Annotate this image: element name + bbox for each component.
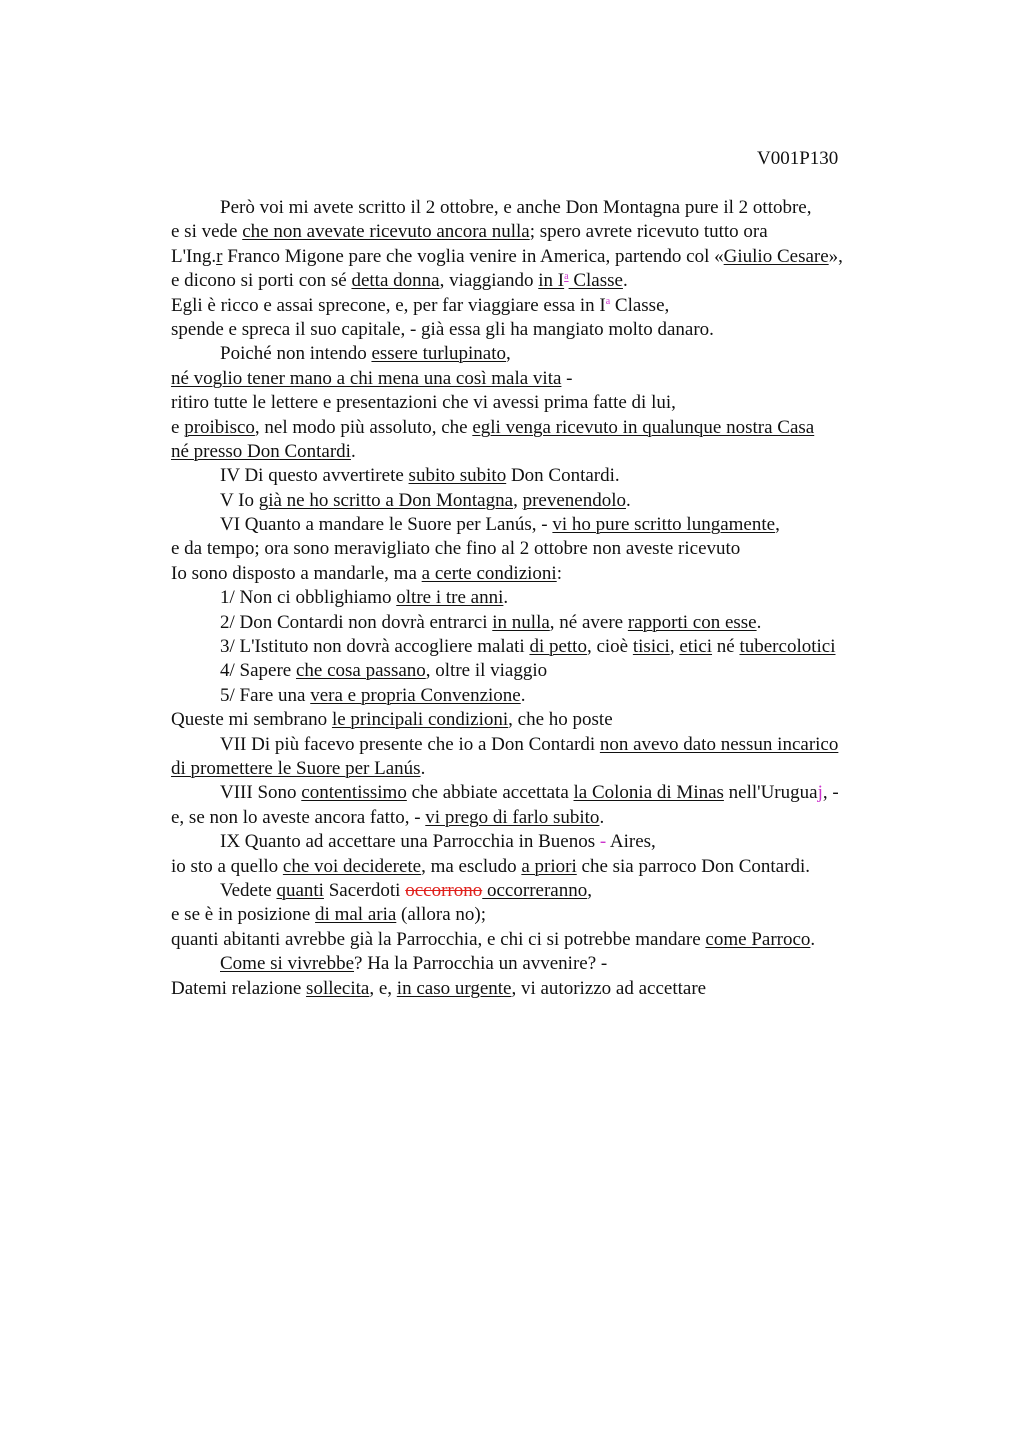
text-segment: ; spero avrete ricevuto tutto ora <box>529 221 768 243</box>
text-segment: L'Ing. <box>171 245 217 267</box>
text-segment: , e, <box>369 977 397 999</box>
underlined-text: etici <box>679 636 713 658</box>
text-line <box>171 977 971 1001</box>
text-segment: Sacerdoti <box>323 879 406 901</box>
text-segment: che abbiate accettata <box>406 782 574 804</box>
text-segment: V Io <box>220 489 259 511</box>
underlined-text: egli venga ricevuto in qualunque nostra Casa <box>472 416 815 438</box>
text-segment: , cioè <box>586 636 633 658</box>
inserted-text: - <box>599 831 607 853</box>
underlined-text: la Colonia di Minas <box>573 782 724 804</box>
text-segment: , vi autorizzo ad accettare <box>511 977 707 999</box>
text-line <box>171 928 971 952</box>
text-line <box>171 464 971 488</box>
underlined-text: rapporti con esse <box>627 611 757 633</box>
text-segment: . <box>810 928 816 950</box>
underlined-text: né presso Don Contardi <box>171 440 351 462</box>
underlined-text: come Parroco <box>705 928 811 950</box>
text-segment: e, se non lo aveste ancora fatto, - <box>171 806 426 828</box>
text-segment: ritiro tutte le lettere e presentazioni che vi avessi prima fatte di lui, <box>171 392 676 414</box>
text-segment: . <box>756 611 762 633</box>
text-segment: 3/ L'Istituto non dovrà accogliere malati <box>220 636 530 658</box>
text-segment: Classe, <box>610 294 670 316</box>
text-segment: , <box>587 879 592 901</box>
text-segment: e dicono si porti con sé <box>171 270 352 292</box>
text-segment: (allora no); <box>396 904 486 926</box>
text-segment: ? Ha la Parrocchia un avvenire? - <box>354 953 608 975</box>
text-line <box>171 342 971 366</box>
text-line <box>171 855 971 879</box>
text-line <box>171 245 971 269</box>
text-segment: che sia parroco Don Contardi. <box>576 855 810 877</box>
text-segment: . <box>503 587 509 609</box>
text-line <box>171 806 971 830</box>
text-segment: né <box>712 636 740 658</box>
text-line <box>171 903 971 927</box>
text-segment: , <box>513 489 523 511</box>
text-line <box>171 391 971 415</box>
text-line <box>171 781 971 805</box>
underlined-text: già ne ho scritto a Don Montagna <box>258 489 514 511</box>
text-line <box>171 684 971 708</box>
deleted-text: occorrono <box>405 879 483 901</box>
text-segment: , che ho poste <box>508 709 613 731</box>
text-segment: , nel modo più assoluto, che <box>254 416 473 438</box>
underlined-text: le principali condizioni <box>331 709 509 731</box>
text-line <box>171 708 971 732</box>
text-segment: VI Quanto a mandare le Suore per Lanús, - <box>220 514 553 536</box>
underlined-text: Giulio Cesare <box>723 245 829 267</box>
text-segment: 4/ Sapere <box>220 660 296 682</box>
text-segment: . <box>625 489 631 511</box>
text-segment: . <box>350 440 356 462</box>
underlined-text: vera e propria Convenzione <box>310 684 521 706</box>
underlined-text: Come si vivrebbe <box>220 953 355 975</box>
inserted-text: a <box>605 295 611 307</box>
text-segment: , ma escludo <box>421 855 522 877</box>
underlined-text: vi prego di farlo subito <box>425 806 600 828</box>
text-segment: . <box>520 684 526 706</box>
underlined-text: in caso urgente <box>396 977 512 999</box>
underlined-text: a certe condizioni <box>421 562 557 584</box>
text-segment: quanti abitanti avrebbe già la Parrocchia, e chi ci si potrebbe mandare <box>171 928 706 950</box>
underlined-text: in nulla <box>492 611 550 633</box>
text-line <box>171 489 971 513</box>
text-segment: IX Quanto ad accettare una Parrocchia in Buenos <box>220 831 600 853</box>
text-line <box>171 757 971 781</box>
text-segment: Io sono disposto a mandarle, ma <box>171 562 422 584</box>
underlined-text: occorreranno <box>482 879 588 901</box>
inserted-text: a <box>564 271 569 283</box>
text-line <box>171 537 971 561</box>
text-segment: e se è in posizione <box>171 904 316 926</box>
underlined-text: di mal aria <box>315 904 397 926</box>
text-segment: , oltre il viaggio <box>425 660 548 682</box>
text-segment: Queste mi sembrano <box>171 709 332 731</box>
text-line <box>171 635 971 659</box>
text-segment: Vedete <box>220 879 277 901</box>
underlined-text: essere turlupinato <box>371 343 506 365</box>
text-segment: , viaggiando <box>439 270 539 292</box>
text-segment: . <box>599 806 605 828</box>
underlined-text: né voglio tener mano a chi mena una così mala vita <box>171 367 562 389</box>
text-segment: IV Di questo avvertirete <box>220 465 409 487</box>
text-segment: Don Contardi. <box>506 465 620 487</box>
underlined-text: detta donna <box>351 270 440 292</box>
inserted-text: j <box>817 782 823 804</box>
text-line <box>171 220 971 244</box>
text-segment: nell'Urugua <box>723 782 818 804</box>
text-line <box>171 318 971 342</box>
text-line <box>171 830 971 854</box>
text-segment: - <box>561 367 573 389</box>
underlined-text: che cosa passano <box>295 660 426 682</box>
letter-body <box>171 196 971 1001</box>
page-code: V001P130 <box>757 148 839 169</box>
underlined-text: tisici <box>632 636 670 658</box>
text-segment: : <box>556 562 562 584</box>
text-segment: e <box>171 416 185 438</box>
text-segment: , <box>669 636 680 658</box>
text-line <box>171 196 971 220</box>
underlined-text: che non avevate ricevuto ancora nulla <box>242 221 530 243</box>
text-segment: . <box>420 757 426 779</box>
underlined-text: tubercolotici <box>739 636 836 658</box>
text-segment: e si vede <box>171 221 243 243</box>
text-segment: Datemi relazione <box>171 977 307 999</box>
underlined-text: proibisco <box>184 416 255 438</box>
text-line <box>171 952 971 976</box>
text-segment: Aires, <box>606 831 656 853</box>
text-segment: e da tempo; ora sono meravigliato che fino al 2 ottobre non aveste ricevuto <box>171 538 741 560</box>
text-segment: Però voi mi avete scritto il 2 ottobre, e anche Don Montagna pure il 2 ottobre, <box>220 197 812 218</box>
underlined-text: Classe <box>568 270 623 292</box>
underlined-text: r <box>216 245 223 267</box>
text-segment: VII Di più facevo presente che io a Don Contardi <box>220 733 600 755</box>
text-segment: 1/ Non ci obblighiamo <box>220 587 397 609</box>
underlined-text: contentissimo <box>301 782 407 804</box>
underlined-text: oltre i tre anni <box>396 587 504 609</box>
text-line <box>171 440 971 464</box>
text-line <box>171 562 971 586</box>
underlined-text: quanti <box>276 879 324 901</box>
text-line <box>171 659 971 683</box>
text-segment: Egli è ricco e assai sprecone, e, per far viaggiare essa in I <box>171 294 606 316</box>
underlined-text: che voi deciderete <box>282 855 422 877</box>
underlined-text: non avevo dato nessun incarico <box>599 733 839 755</box>
underlined-text: sollecita <box>306 977 370 999</box>
text-segment: 5/ Fare una <box>220 684 311 706</box>
text-line <box>171 586 971 610</box>
text-line <box>171 513 971 537</box>
underlined-text: a priori <box>521 855 577 877</box>
underlined-text: subito subito <box>408 465 507 487</box>
text-segment: , <box>775 514 780 536</box>
underlined-text: prevenendolo <box>522 489 626 511</box>
text-line <box>171 611 971 635</box>
underlined-text: vi ho pure scritto lungamente <box>552 514 776 536</box>
text-segment: io sto a quello <box>171 855 283 877</box>
underlined-text: di promettere le Suore per Lanús <box>171 757 421 779</box>
underlined-text: di petto <box>529 636 587 658</box>
text-line <box>171 294 971 318</box>
text-segment: . <box>622 270 628 292</box>
text-line <box>171 879 971 903</box>
text-line <box>171 733 971 757</box>
text-segment: , - <box>822 782 839 804</box>
text-segment: Poiché non intendo <box>220 343 372 365</box>
text-segment: Franco Migone pare che voglia venire in America, partendo col « <box>222 245 724 267</box>
text-segment: VIII Sono <box>220 782 302 804</box>
underlined-text: in I <box>538 270 565 292</box>
text-segment: », <box>828 245 843 267</box>
text-line <box>171 367 971 391</box>
text-line <box>171 269 971 293</box>
text-segment: spende e spreca il suo capitale, - già essa gli ha mangiato molto danaro. <box>171 318 714 340</box>
text-segment: , né avere <box>549 611 628 633</box>
text-segment: 2/ Don Contardi non dovrà entrarci <box>220 611 493 633</box>
text-line <box>171 416 971 440</box>
text-segment: , <box>506 343 511 365</box>
